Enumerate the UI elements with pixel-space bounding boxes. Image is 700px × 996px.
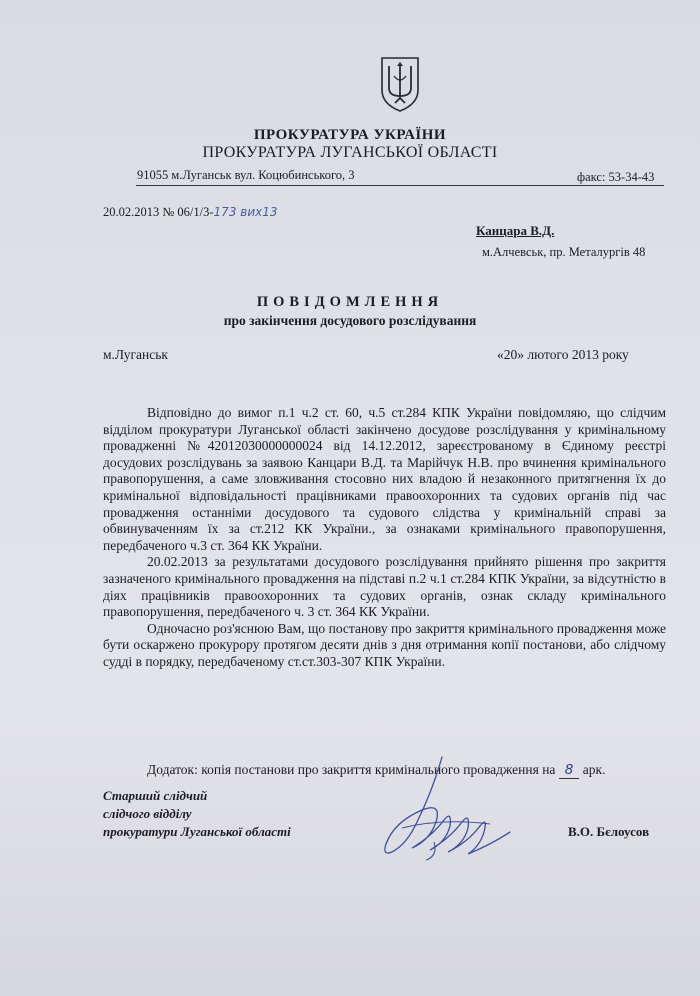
document-body: [103, 405, 666, 671]
attachment-unit: арк.: [579, 762, 606, 777]
body-paragraph-1: Відповідно до вимог п.1 ч.2 ст. 60, ч.5 ст.284 КПК України повідомляю, що слідчим відділом прокуратури Луганської області закінчено досудове розслідування у кримінальному провадженні №42012030000000024 від 14.12.2012, зареєстрованому в Єдиному реєстрі досудових розслідувань за заявою Канцари В.Д. та Марійчук Н.В. про вчинення кримінального правопорушення, а саме зловживання стосовно них владою й незаконного притягнення їх до кримінальної відповідальності працівниками правоохоронних та судових органів під час провадження останніми досудового та судового слідства у кримінальній справі за обвинуваченням їх за ст.212 КК України., за ознаками кримінального правопорушення, передбаченого ч.3 ст. 364 КК України.: [103, 405, 666, 553]
registration-handwritten: 173 вих13: [213, 205, 278, 219]
trident-coat-of-arms-icon: [378, 54, 422, 114]
recipient-name: Канцара В.Д.: [476, 223, 555, 238]
signer-position: [103, 787, 291, 841]
header-divider: [136, 185, 664, 186]
body-paragraph-2: 20.02.2013 за результатами досудового розслідування прийнято рішення про закриття зазначеного кримінального провадження на підставі п.2 ч.1 ст.284 КПК України, за відсутністю в діях працівників правоохоронних та судових органів, ознак складу кримінального правопорушення, передбаченого ч. 3 ст. 364 КК України.: [103, 554, 666, 620]
signer-position-line3: прокуратури Луганської області: [103, 824, 291, 839]
recipient-address: м.Алчевськ, пр. Металургів 48: [482, 245, 646, 259]
org-title-ukraine: ПРОКУРАТУРА УКРАЇНИ: [253, 127, 447, 143]
document-title: ПОВІДОМЛЕННЯ: [256, 294, 444, 310]
signer-position-line2: слідчого відділу: [103, 806, 192, 821]
org-fax: факс: 53-34-43: [577, 170, 655, 184]
org-title-luhansk: ПРОКУРАТУРА ЛУГАНСЬКОЇ ОБЛАСТІ: [202, 144, 498, 161]
registration-printed: 20.02.2013 № 06/1/3-: [103, 205, 214, 219]
attachment-text: Додаток: копія постанови про закриття кримінального провадження на: [147, 762, 559, 777]
registration-number: [103, 205, 278, 220]
org-address: 91055 м.Луганськ вул. Коцюбинського, 3: [137, 168, 355, 182]
signer-name: В.О. Бєлоусов: [568, 824, 650, 839]
body-paragraph-3: Одночасно роз'яснюю Вам, що постанову про закриття кримінального провадження може бути оскаржено прокурору протягом десяти днів з дня отримання копії постанови, або слідчому судді в порядку, передбаченому ст.ст.303-307 КПК України.: [103, 620, 666, 669]
document-date: «20» лютого 2013 року: [497, 347, 629, 362]
handwritten-signature: [372, 752, 522, 862]
document-place: м.Луганськ: [103, 347, 168, 362]
document-subtitle: про закінчення досудового розслідування: [223, 313, 477, 328]
signer-position-line1: Старший слідчий: [103, 788, 208, 803]
attachment-page-count: 8: [559, 762, 580, 779]
